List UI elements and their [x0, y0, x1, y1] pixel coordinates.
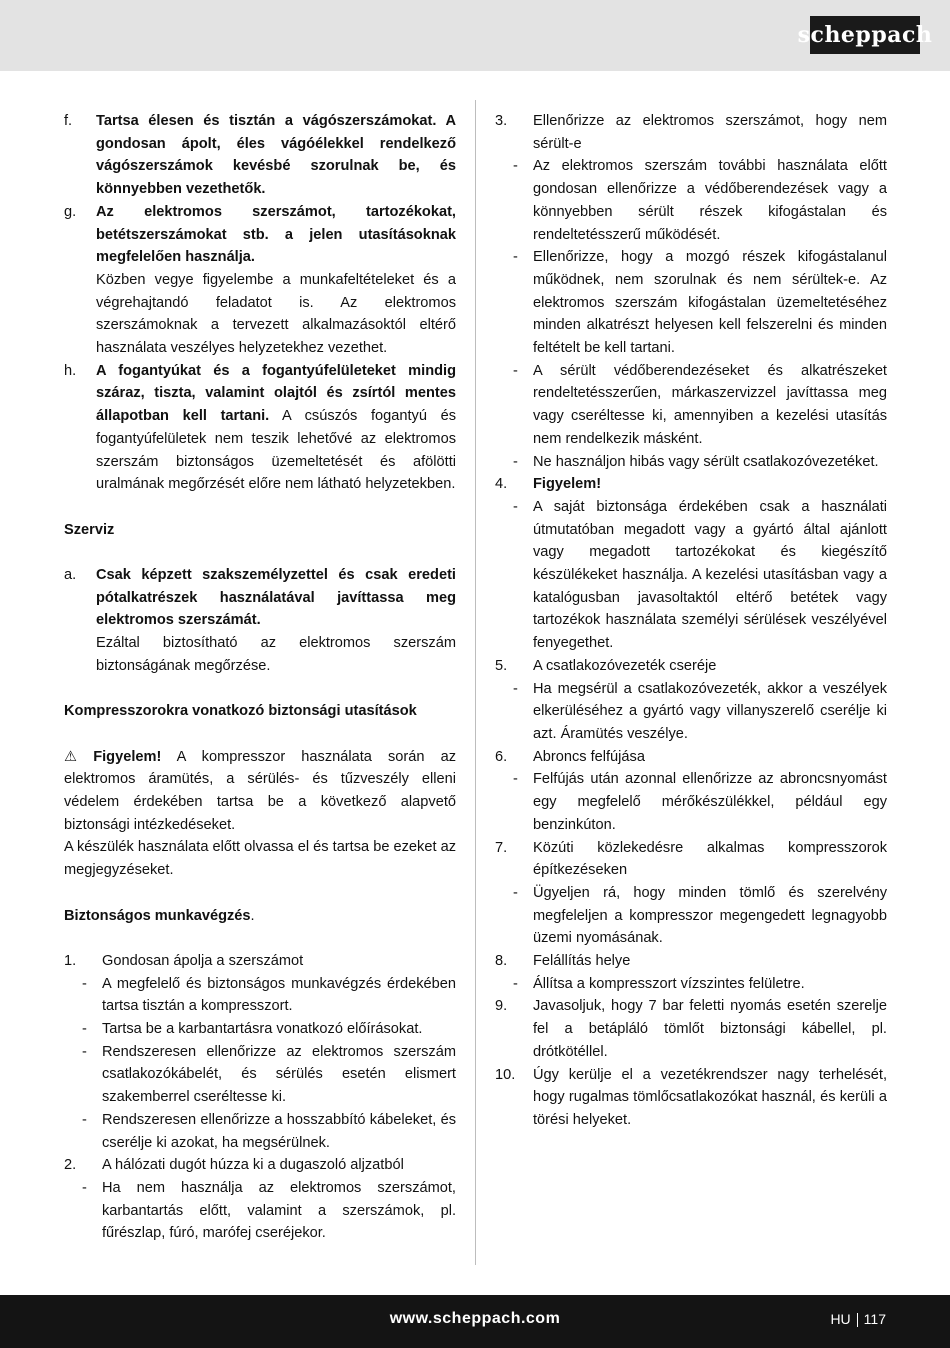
item-a-bold: Csak képzett szakszemélyzettel és csak eredeti pótalkatrészek használatával javíttassa meg elektromos szerszámát. — [96, 567, 456, 629]
language-code: HU — [830, 1311, 851, 1327]
before-use-paragraph: A készülék használata előtt olvassa el és tartsa be ezeket az megjegyzéseket. — [64, 839, 456, 879]
item-g-text: Közben vegye figyelembe a munkafeltételeket és a végrehajtandó feladatot is. Az elektromos szerszámoknak a tervezett alkalmazásoktól eltérő használata veszélyes helyzetekhez vezethet. — [96, 271, 456, 357]
sub-item: - Ellenőrizze, hogy a mozgó részek kifogástalanul működnek, nem szorulnak és nem sérültek-e. Az elektromos szerszám kifogástalan üzemeltetéséhez minden alkatrészt helyesen kell felszerelni és minden feltételt be kell tartani. — [513, 249, 887, 357]
section-heading-biztonsagos: Biztonságos munkavégzés. — [64, 907, 255, 924]
list-item-3: 3. Ellenőrizze az elektromos szerszámot, hogy nem sérült-e — [495, 113, 887, 152]
sub-item: - A sérült védőberendezéseket és alkatrészeket rendeltetésszerűen, márkaszervizzel javíttassa meg vagy cseréltesse ki, amennyiben a kezelési utasítás nem rendelkezik másként. — [513, 362, 887, 447]
list-item-8: 8. Felállítás helye — [495, 953, 631, 970]
list-item-h: h. A fogantyúkat és a fogantyúfelületeket mindig száraz, tiszta, valamint olajtól és zsírtól mentes állapotban kell tartani. A csúszós fogantyú és fogantyúfelületek nem teszik lehetővé az elektromos szerszám biztonságos üzemeltetését és afölötti uralmának megőrzését előre nem látható helyzetekben. — [64, 362, 456, 493]
sub-item: - Ne használjon hibás vagy sérült csatlakozóvezetéket. — [513, 453, 879, 470]
list-item-4: 4. Figyelem! — [495, 476, 602, 493]
list-item-6: 6. Abroncs felfújása — [495, 748, 645, 765]
column-divider — [475, 100, 476, 1265]
item-f-bold: Tartsa élesen és tisztán a vágószerszámokat. A gondosan ápolt, éles vágóélekkel rendelkező vágószerszámok kevésbé szorulnak be, és könnyebben vezethetők. — [96, 113, 456, 198]
sub-item: - Rendszeresen ellenőrizze az elektromos szerszám csatlakozókábelét, és sérülés esetén elismert szakemberrel cseréltesse ki. — [82, 1043, 456, 1106]
list-item-1: 1. Gondosan ápolja a szerszámot — [64, 952, 304, 969]
list-item-5: 5. A csatlakozóvezeték cseréje — [495, 657, 717, 674]
sub-item: - A megfelelő és biztonságos munkavégzés érdekében tartsa tisztán a kompresszort. — [82, 975, 456, 1015]
sub-item: - Az elektromos szerszám további használata előtt gondosan ellenőrizze a védőberendezések vagy a könnyebben sérült részek kifogástalan és rendeltetésszerű működését. — [513, 158, 887, 243]
list-item-7: 7. Közúti közlekedésre alkalmas kompresszorok építkezéseken — [495, 839, 887, 879]
item-h-bold: A fogantyúkat és a fogantyúfelületeket mindig száraz, tiszta, valamint olajtól és zsírtól mentes állapotban kell tartani. — [96, 362, 456, 425]
section-heading-kompresszor: Kompresszorokra vonatkozó biztonsági utasítások — [64, 703, 417, 720]
footer-url-link[interactable]: www.scheppach.com — [389, 1310, 561, 1327]
sub-item: - A saját biztonsága érdekében csak a használati útmutatóban megadott vagy a gyártó által ajánlott vagy megadott tartozékokat és kiegészítő készülékeket használja. A kezelési utasításban vagy a katalógusban javasoltaktól eltérő betétek vagy tartozékok használata személyi sérülések veszélyével fenyegethet. — [513, 498, 887, 652]
list-item-g: g. Az elektromos szerszámot, tartozékokat, betétszerszámokat stb. a jelen utasításoknak megfelelően használja. Közben vegye figyelembe a munkafeltételeket és a végrehajtandó feladatot is. Az elektromos szerszámoknak a tervezett alkalmazásoktól eltérő használata veszélyes helyzetekhez vezethet. — [64, 201, 456, 360]
sub-item: - Rendszeresen ellenőrizze a hosszabbító kábeleket, és cserélje ki azokat, ha megsérülnek. — [82, 1111, 456, 1151]
list-item-10: 10. Úgy kerülje el a vezetékrendszer nagy terhelését, hogy rugalmas tömlőcsatlakozókat használ, és kerüli a törési helyeket. — [495, 1066, 887, 1128]
right-column — [495, 110, 887, 1132]
header-bar — [0, 0, 950, 71]
list-item-2: 2. A hálózati dugót húzza ki a dugaszoló aljzatból — [64, 1157, 404, 1174]
warning-paragraph: ⚠ Figyelem! A kompresszor használata során az elektromos áramütés, a sérülés- és tűzveszély elleni védelem érdekében tartsa be a következő alapvető biztonsági intézkedéseket. — [64, 746, 456, 837]
warning-icon: ⚠ — [64, 748, 78, 765]
sub-item: - Ha nem használja az elektromos szerszámot, karbantartás előtt, valamint a szerszámok, pl. fűrészlap, fúró, marófej cseréjekor. — [82, 1179, 456, 1242]
item-g-bold: Az elektromos szerszámot, tartozékokat, betétszerszámokat stb. a jelen utasításoknak megfelelően használja. — [96, 203, 456, 266]
item-h-text: A csúszós fogantyú és fogantyúfelületek nem teszik lehetővé az elektromos szerszám biztonságos üzemeltetését és afölötti uralmának megőrzését előre nem látható helyzetekben. — [96, 408, 456, 493]
page-number: 117 — [863, 1311, 886, 1327]
sub-item: - Ha megsérül a csatlakozóvezeték, akkor a veszélyek elkerüléséhez a gyártó vagy villanyszerelő cserélje ki azt. Áramütés veszélye. — [513, 680, 887, 742]
sub-item: - Tartsa be a karbantartásra vonatkozó előírásokat. — [82, 1021, 423, 1038]
list-item-a: a. Csak képzett szakszemélyzettel és csak eredeti pótalkatrészek használatával javíttassa meg elektromos szerszámát. Ezáltal biztosítható az elektromos szerszám biztonságának megőrzése. — [64, 564, 456, 678]
sub-item: - Ügyeljen rá, hogy minden tömlő és szerelvény megfeleljen a kompresszor megengedett legnagyobb üzemi nyomásának. — [513, 884, 887, 947]
item-a-text: Ezáltal biztosítható az elektromos szerszám biztonságának megőrzése. — [96, 635, 456, 674]
list-item-f: f. Tartsa élesen és tisztán a vágószerszámokat. A gondosan ápolt, éles vágóélekkel rendelkező vágószerszámok kevésbé szorulnak be, és könnyebben vezethetők. — [64, 113, 456, 198]
left-column — [64, 110, 456, 1245]
sub-item: - Állítsa a kompresszort vízszintes felületre. — [513, 975, 805, 992]
sub-item: - Felfújás után azonnal ellenőrizze az abroncsnyomást egy megfelelő mérőkészülékkel, például egy benzinkúton. — [513, 771, 887, 833]
footer-bar — [0, 1295, 950, 1348]
section-heading-szerviz: Szerviz — [64, 521, 115, 538]
scheppach-logo: scheppach — [810, 16, 920, 54]
list-item-9: 9. Javasoljuk, hogy 7 bar feletti nyomás esetén szerelje fel a betápláló tömlőt biztonsági kábellel, pl. drótkötéllel. — [495, 998, 887, 1060]
page-indicator — [830, 1311, 886, 1327]
